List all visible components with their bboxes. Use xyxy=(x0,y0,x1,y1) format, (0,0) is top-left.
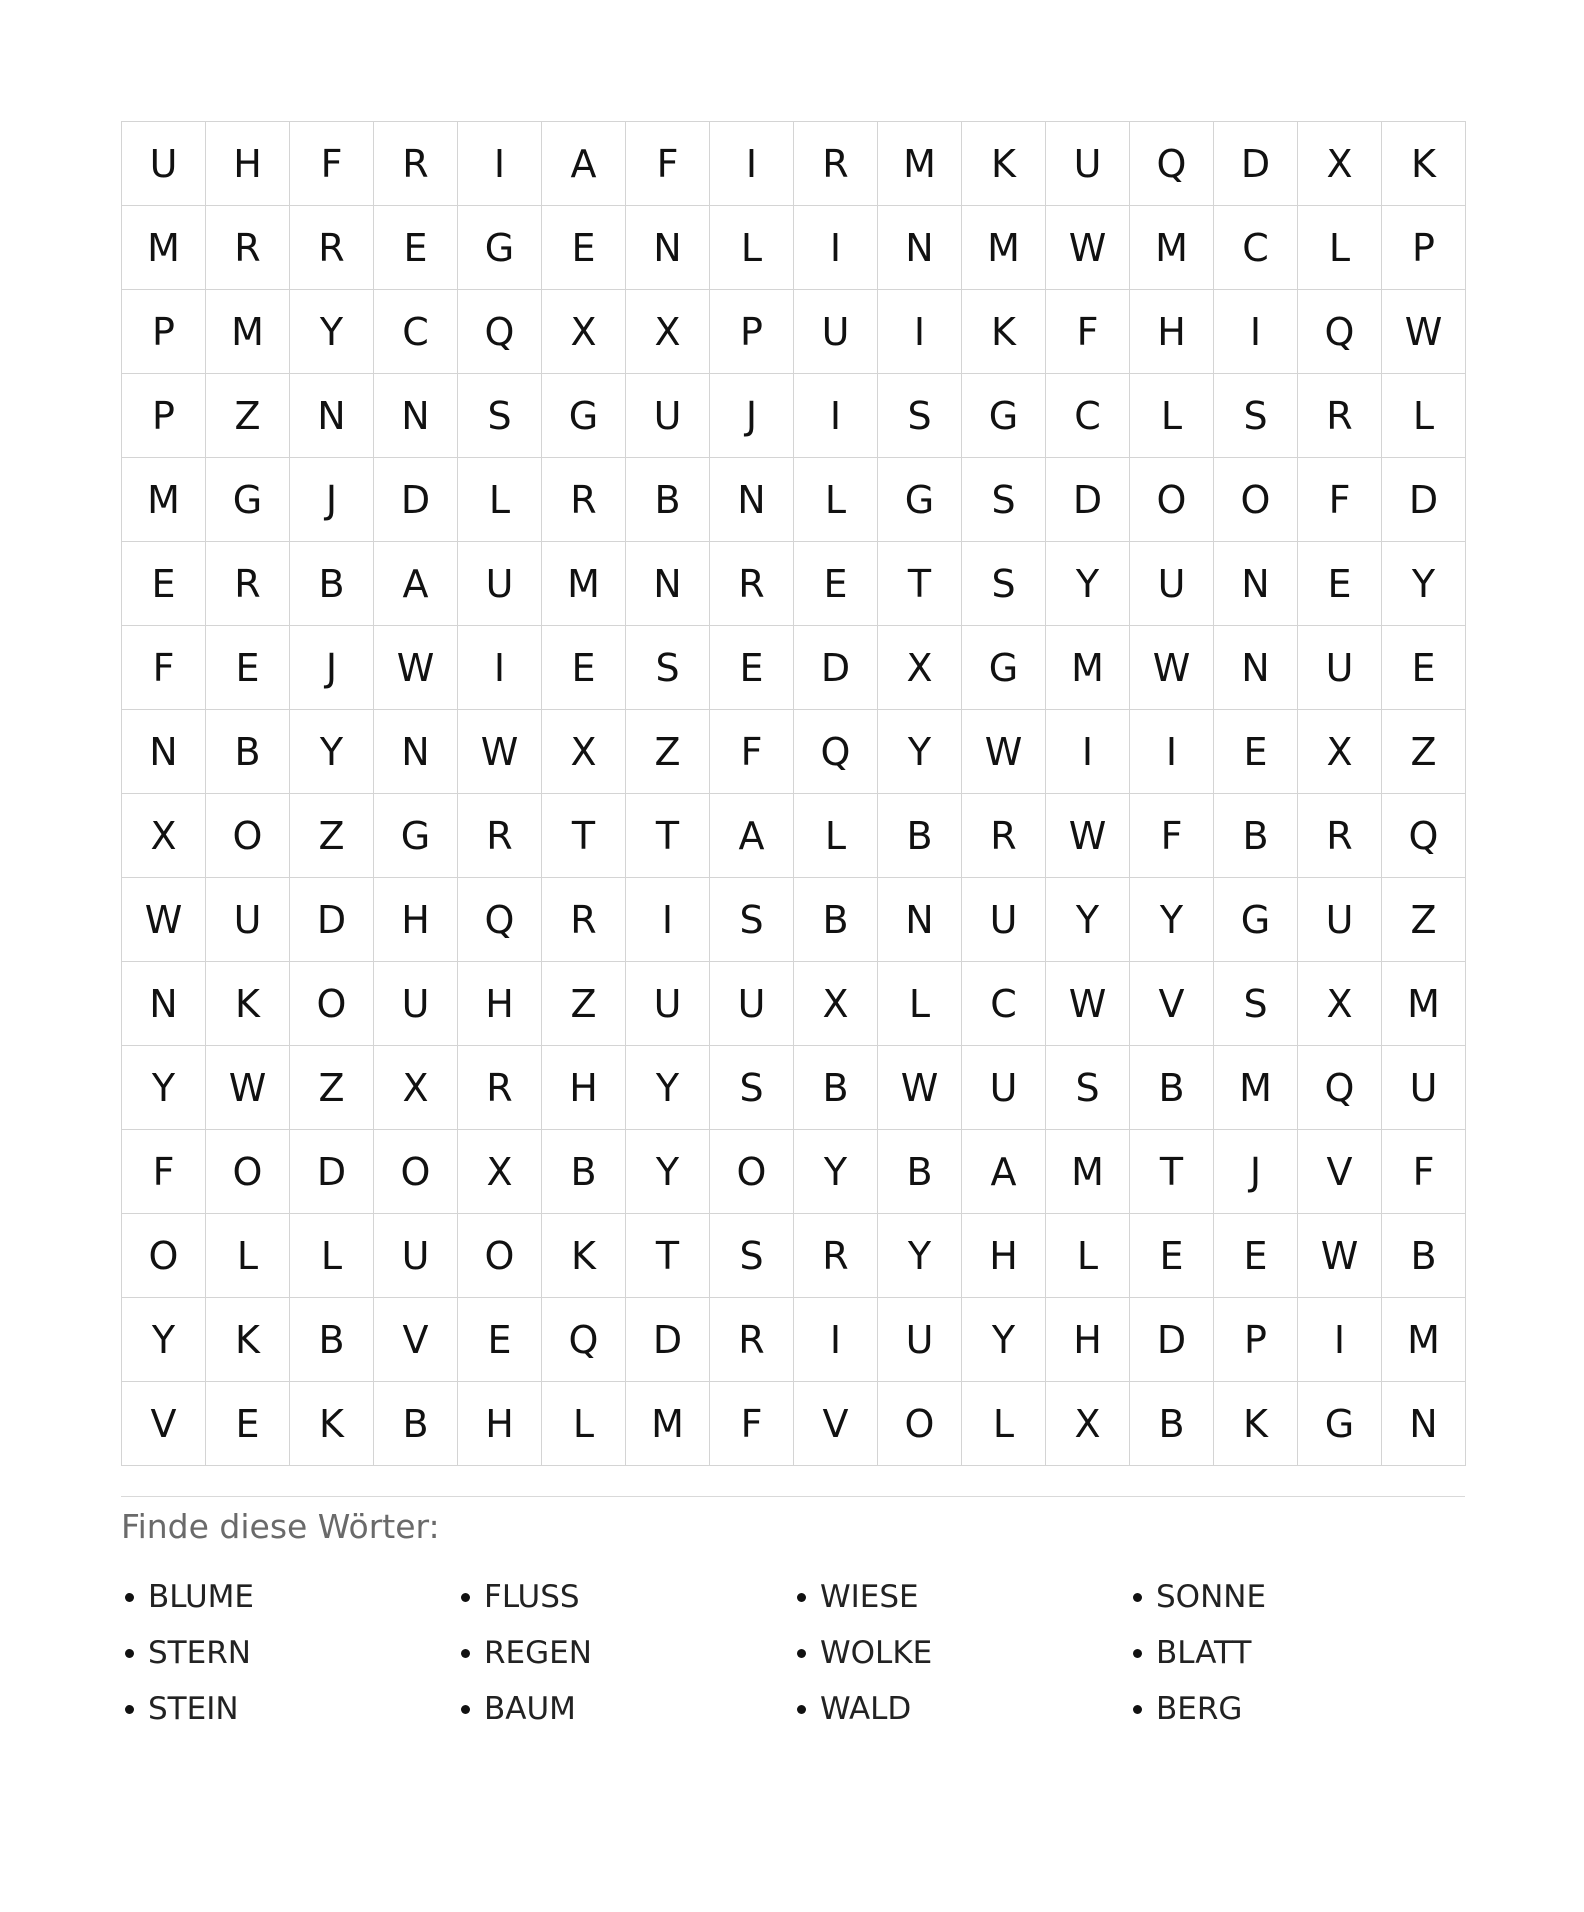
grid-cell[interactable]: B xyxy=(1382,1214,1466,1298)
grid-cell[interactable]: I xyxy=(626,878,710,962)
grid-cell[interactable]: F xyxy=(1046,290,1130,374)
grid-cell[interactable]: Z xyxy=(290,1046,374,1130)
grid-cell[interactable]: U xyxy=(1130,542,1214,626)
grid-cell[interactable]: O xyxy=(1130,458,1214,542)
grid-cell[interactable]: Y xyxy=(878,710,962,794)
divider xyxy=(121,1496,1465,1497)
grid-cell[interactable]: N xyxy=(626,542,710,626)
grid-cell[interactable]: A xyxy=(962,1130,1046,1214)
grid-cell[interactable]: M xyxy=(206,290,290,374)
word-list-item xyxy=(1129,1681,1465,1737)
word-label: BLUME xyxy=(148,1579,255,1615)
word-list-item xyxy=(457,1681,793,1737)
grid-cell[interactable]: C xyxy=(1046,374,1130,458)
grid-cell[interactable]: U xyxy=(962,1046,1046,1130)
grid-cell[interactable]: R xyxy=(794,1214,878,1298)
grid-cell[interactable]: I xyxy=(1130,710,1214,794)
grid-cell[interactable]: L xyxy=(1046,1214,1130,1298)
grid-cell[interactable]: Q xyxy=(458,878,542,962)
grid-cell[interactable]: H xyxy=(962,1214,1046,1298)
grid-cell[interactable]: R xyxy=(542,878,626,962)
grid-cell[interactable]: K xyxy=(962,290,1046,374)
grid-cell[interactable]: W xyxy=(122,878,206,962)
grid-cell[interactable]: D xyxy=(794,626,878,710)
grid-cell[interactable]: E xyxy=(1298,542,1382,626)
grid-cell[interactable]: F xyxy=(1382,1130,1466,1214)
grid-cell[interactable]: W xyxy=(962,710,1046,794)
grid-cell[interactable]: Y xyxy=(1046,542,1130,626)
grid-cell[interactable]: Q xyxy=(794,710,878,794)
grid-cell[interactable]: I xyxy=(794,206,878,290)
word-search-puzzle xyxy=(121,121,1465,1737)
grid-cell[interactable]: L xyxy=(794,794,878,878)
grid-cell[interactable]: M xyxy=(1046,1130,1130,1214)
grid-cell[interactable]: M xyxy=(122,206,206,290)
grid-cell[interactable]: O xyxy=(206,1130,290,1214)
grid-cell[interactable]: J xyxy=(1214,1130,1298,1214)
grid-cell[interactable]: M xyxy=(962,206,1046,290)
grid-cell[interactable]: O xyxy=(1214,458,1298,542)
grid-cell[interactable]: S xyxy=(878,374,962,458)
grid-cell[interactable]: J xyxy=(290,458,374,542)
grid-cell[interactable]: H xyxy=(542,1046,626,1130)
grid-cell[interactable]: E xyxy=(458,1298,542,1382)
grid-cell[interactable]: G xyxy=(458,206,542,290)
grid-cell[interactable]: Z xyxy=(626,710,710,794)
grid-cell[interactable]: U xyxy=(374,1214,458,1298)
grid-cell[interactable]: H xyxy=(374,878,458,962)
grid-cell[interactable]: U xyxy=(626,962,710,1046)
grid-cell[interactable]: G xyxy=(962,374,1046,458)
grid-cell[interactable]: B xyxy=(794,1046,878,1130)
grid-cell[interactable]: U xyxy=(1382,1046,1466,1130)
grid-cell[interactable]: Q xyxy=(1298,290,1382,374)
grid-cell[interactable]: K xyxy=(1214,1382,1298,1466)
word-label: SONNE xyxy=(1156,1579,1267,1615)
grid-cell[interactable]: U xyxy=(458,542,542,626)
grid-cell[interactable]: E xyxy=(1130,1214,1214,1298)
grid-cell[interactable]: B xyxy=(374,1382,458,1466)
grid-cell[interactable]: Z xyxy=(1382,878,1466,962)
grid-cell[interactable]: U xyxy=(1298,878,1382,962)
grid-cell[interactable]: R xyxy=(1298,794,1382,878)
grid-cell[interactable]: F xyxy=(122,626,206,710)
grid-cell[interactable]: S xyxy=(1214,962,1298,1046)
grid-cell[interactable]: L xyxy=(1130,374,1214,458)
grid-cell[interactable]: G xyxy=(878,458,962,542)
grid-cell[interactable]: I xyxy=(458,626,542,710)
grid-cell[interactable]: I xyxy=(710,122,794,206)
grid-cell[interactable]: N xyxy=(878,878,962,962)
word-label: BERG xyxy=(1156,1691,1243,1727)
grid-cell[interactable]: E xyxy=(1214,710,1298,794)
word-label: WIESE xyxy=(820,1579,919,1615)
grid-cell[interactable]: V xyxy=(374,1298,458,1382)
grid-cell[interactable]: L xyxy=(1298,206,1382,290)
grid-cell[interactable]: N xyxy=(1214,626,1298,710)
grid-cell[interactable]: U xyxy=(710,962,794,1046)
grid-cell[interactable]: P xyxy=(710,290,794,374)
bullet-icon xyxy=(1133,1705,1142,1714)
grid-cell[interactable]: W xyxy=(1130,626,1214,710)
grid-cell[interactable]: Y xyxy=(1382,542,1466,626)
grid-cell[interactable]: Y xyxy=(626,1046,710,1130)
grid-cell[interactable]: N xyxy=(878,206,962,290)
grid-cell[interactable]: K xyxy=(206,962,290,1046)
grid-cell[interactable]: Y xyxy=(794,1130,878,1214)
grid-cell[interactable]: O xyxy=(710,1130,794,1214)
grid-cell[interactable]: Y xyxy=(290,290,374,374)
grid-cell[interactable]: Y xyxy=(122,1298,206,1382)
grid-cell[interactable]: H xyxy=(1130,290,1214,374)
grid-cell[interactable]: L xyxy=(290,1214,374,1298)
grid-cell[interactable]: N xyxy=(374,374,458,458)
grid-cell[interactable]: N xyxy=(626,206,710,290)
grid-cell[interactable]: X xyxy=(1046,1382,1130,1466)
grid-cell[interactable]: I xyxy=(458,122,542,206)
grid-cell[interactable]: X xyxy=(878,626,962,710)
grid-cell[interactable]: U xyxy=(878,1298,962,1382)
grid-cell[interactable]: M xyxy=(1130,206,1214,290)
grid-cell[interactable]: L xyxy=(458,458,542,542)
grid-cell[interactable]: X xyxy=(626,290,710,374)
word-list-item xyxy=(121,1681,457,1737)
grid-cell[interactable]: Y xyxy=(878,1214,962,1298)
grid-cell[interactable]: M xyxy=(1382,962,1466,1046)
grid-cell[interactable]: H xyxy=(458,1382,542,1466)
grid-cell[interactable]: G xyxy=(1298,1382,1382,1466)
grid-cell[interactable]: M xyxy=(878,122,962,206)
grid-cell[interactable]: F xyxy=(710,1382,794,1466)
grid-cell[interactable]: B xyxy=(626,458,710,542)
grid-cell[interactable]: N xyxy=(122,962,206,1046)
grid-cell[interactable]: S xyxy=(962,542,1046,626)
grid-cell[interactable]: K xyxy=(542,1214,626,1298)
bullet-icon xyxy=(125,1705,134,1714)
grid-cell[interactable]: R xyxy=(458,1046,542,1130)
grid-cell[interactable]: B xyxy=(878,1130,962,1214)
grid-cell[interactable]: K xyxy=(1382,122,1466,206)
grid-cell[interactable]: Y xyxy=(962,1298,1046,1382)
grid-cell[interactable]: Z xyxy=(1382,710,1466,794)
grid-cell[interactable]: I xyxy=(1046,710,1130,794)
grid-cell[interactable]: X xyxy=(1298,122,1382,206)
grid-cell[interactable]: X xyxy=(374,1046,458,1130)
grid-cell[interactable]: R xyxy=(710,542,794,626)
word-list xyxy=(121,1569,1465,1737)
grid-cell[interactable]: R xyxy=(206,206,290,290)
grid-cell[interactable]: N xyxy=(122,710,206,794)
word-list-item xyxy=(793,1681,1129,1737)
grid-cell[interactable]: O xyxy=(458,1214,542,1298)
grid-cell[interactable]: X xyxy=(458,1130,542,1214)
grid-cell[interactable]: Y xyxy=(626,1130,710,1214)
word-list-item xyxy=(121,1625,457,1681)
grid-cell[interactable]: S xyxy=(1214,374,1298,458)
grid-cell[interactable]: T xyxy=(1130,1130,1214,1214)
grid-cell[interactable]: U xyxy=(206,878,290,962)
grid-cell[interactable]: X xyxy=(1298,710,1382,794)
bullet-icon xyxy=(1133,1649,1142,1658)
grid-cell[interactable]: C xyxy=(374,290,458,374)
grid-cell[interactable]: Q xyxy=(1130,122,1214,206)
grid-cell[interactable]: W xyxy=(1298,1214,1382,1298)
grid-cell[interactable]: Y xyxy=(122,1046,206,1130)
grid-cell[interactable]: W xyxy=(1046,206,1130,290)
grid-cell[interactable]: N xyxy=(290,374,374,458)
grid-cell[interactable]: T xyxy=(626,794,710,878)
grid-cell[interactable]: E xyxy=(542,206,626,290)
bullet-icon xyxy=(461,1705,470,1714)
grid-cell[interactable]: B xyxy=(290,1298,374,1382)
grid-cell[interactable]: P xyxy=(1214,1298,1298,1382)
grid-cell[interactable]: E xyxy=(1382,626,1466,710)
grid-cell[interactable]: L xyxy=(206,1214,290,1298)
grid-cell[interactable]: Z xyxy=(542,962,626,1046)
grid-cell[interactable]: G xyxy=(374,794,458,878)
grid-cell[interactable]: R xyxy=(1298,374,1382,458)
grid-cell[interactable]: I xyxy=(794,1298,878,1382)
grid-cell[interactable]: V xyxy=(794,1382,878,1466)
grid-cell[interactable]: M xyxy=(122,458,206,542)
grid-cell[interactable]: R xyxy=(794,122,878,206)
word-label: REGEN xyxy=(484,1635,592,1671)
grid-cell[interactable]: S xyxy=(962,458,1046,542)
grid-cell[interactable]: J xyxy=(290,626,374,710)
word-list-item xyxy=(121,1569,457,1625)
bullet-icon xyxy=(797,1705,806,1714)
grid-cell[interactable]: Q xyxy=(1382,794,1466,878)
grid-cell[interactable]: I xyxy=(878,290,962,374)
grid-cell[interactable]: U xyxy=(962,878,1046,962)
grid-cell[interactable]: B xyxy=(206,710,290,794)
grid-cell[interactable]: S xyxy=(710,1046,794,1130)
grid-cell[interactable]: D xyxy=(1130,1298,1214,1382)
grid-cell[interactable]: L xyxy=(1382,374,1466,458)
grid-cell[interactable]: C xyxy=(962,962,1046,1046)
bullet-icon xyxy=(461,1593,470,1602)
grid-cell[interactable]: R xyxy=(206,542,290,626)
grid-cell[interactable]: S xyxy=(458,374,542,458)
grid-cell[interactable]: S xyxy=(626,626,710,710)
grid-cell[interactable]: F xyxy=(1130,794,1214,878)
grid-cell[interactable]: Y xyxy=(1046,878,1130,962)
word-list-item xyxy=(1129,1625,1465,1681)
grid-cell[interactable]: A xyxy=(542,122,626,206)
grid-cell[interactable]: P xyxy=(1382,206,1466,290)
grid-cell[interactable]: U xyxy=(794,290,878,374)
grid-cell[interactable]: I xyxy=(1298,1298,1382,1382)
grid-cell[interactable]: F xyxy=(1298,458,1382,542)
grid-cell[interactable]: L xyxy=(962,1382,1046,1466)
grid-cell[interactable]: R xyxy=(374,122,458,206)
grid-cell[interactable]: W xyxy=(374,626,458,710)
grid-cell[interactable]: D xyxy=(290,878,374,962)
grid-cell[interactable]: W xyxy=(458,710,542,794)
word-label: FLUSS xyxy=(484,1579,580,1615)
grid-cell[interactable]: B xyxy=(542,1130,626,1214)
grid-cell[interactable]: Y xyxy=(1130,878,1214,962)
grid-cell[interactable]: Q xyxy=(458,290,542,374)
grid-cell[interactable]: H xyxy=(1046,1298,1130,1382)
grid-cell[interactable]: Z xyxy=(290,794,374,878)
word-label: WALD xyxy=(820,1691,912,1727)
grid-cell[interactable]: U xyxy=(626,374,710,458)
grid-cell[interactable]: U xyxy=(374,962,458,1046)
grid-cell[interactable]: O xyxy=(290,962,374,1046)
bullet-icon xyxy=(125,1593,134,1602)
grid-cell[interactable]: N xyxy=(710,458,794,542)
grid-cell[interactable]: D xyxy=(626,1298,710,1382)
grid-cell[interactable]: D xyxy=(1214,122,1298,206)
grid-cell[interactable]: K xyxy=(290,1382,374,1466)
bullet-icon xyxy=(1133,1593,1142,1602)
grid-cell[interactable]: D xyxy=(1046,458,1130,542)
grid-cell[interactable]: E xyxy=(794,542,878,626)
grid-cell[interactable]: V xyxy=(1298,1130,1382,1214)
word-list-item xyxy=(457,1569,793,1625)
grid-cell[interactable]: X xyxy=(542,290,626,374)
grid-cell[interactable]: A xyxy=(710,794,794,878)
word-list-item xyxy=(793,1569,1129,1625)
grid-cell[interactable]: H xyxy=(206,122,290,206)
grid-cell[interactable]: M xyxy=(626,1382,710,1466)
grid-cell[interactable]: N xyxy=(374,710,458,794)
word-label: STERN xyxy=(148,1635,251,1671)
grid-cell[interactable]: F xyxy=(626,122,710,206)
grid-cell[interactable]: O xyxy=(206,794,290,878)
grid-cell[interactable]: E xyxy=(1214,1214,1298,1298)
grid-cell[interactable]: B xyxy=(878,794,962,878)
grid-cell[interactable]: C xyxy=(1214,206,1298,290)
word-label: WOLKE xyxy=(820,1635,933,1671)
word-label: BAUM xyxy=(484,1691,576,1727)
grid-cell[interactable]: G xyxy=(542,374,626,458)
bullet-icon xyxy=(125,1649,134,1658)
grid-cell[interactable]: N xyxy=(1214,542,1298,626)
grid-cell[interactable]: W xyxy=(1046,794,1130,878)
grid-cell[interactable]: X xyxy=(122,794,206,878)
grid-cell[interactable]: O xyxy=(374,1130,458,1214)
grid-cell[interactable]: W xyxy=(878,1046,962,1130)
grid-cell[interactable]: G xyxy=(206,458,290,542)
grid-cell[interactable]: R xyxy=(290,206,374,290)
grid-cell[interactable]: G xyxy=(962,626,1046,710)
grid-cell[interactable]: W xyxy=(206,1046,290,1130)
grid-cell[interactable]: S xyxy=(710,878,794,962)
grid-cell[interactable]: V xyxy=(1130,962,1214,1046)
grid-cell[interactable]: Z xyxy=(206,374,290,458)
grid-cell[interactable]: D xyxy=(290,1130,374,1214)
word-list-item xyxy=(1129,1569,1465,1625)
grid-cell[interactable]: R xyxy=(542,458,626,542)
grid-cell[interactable]: N xyxy=(1382,1382,1466,1466)
grid-cell[interactable]: X xyxy=(794,962,878,1046)
word-label: BLATT xyxy=(1156,1635,1252,1671)
grid-cell[interactable]: T xyxy=(542,794,626,878)
grid-cell[interactable]: K xyxy=(206,1298,290,1382)
word-label: STEIN xyxy=(148,1691,239,1727)
grid-cell[interactable]: D xyxy=(374,458,458,542)
grid-cell[interactable]: Q xyxy=(1298,1046,1382,1130)
grid-cell[interactable]: M xyxy=(1214,1046,1298,1130)
grid-cell[interactable]: M xyxy=(1046,626,1130,710)
grid-cell[interactable]: E xyxy=(122,542,206,626)
bullet-icon xyxy=(461,1649,470,1658)
letter-grid xyxy=(121,121,1466,1466)
grid-cell[interactable]: F xyxy=(290,122,374,206)
grid-cell[interactable]: B xyxy=(290,542,374,626)
grid-cell[interactable]: R xyxy=(458,794,542,878)
grid-cell[interactable]: E xyxy=(206,1382,290,1466)
grid-cell[interactable]: Q xyxy=(542,1298,626,1382)
grid-cell[interactable]: L xyxy=(542,1382,626,1466)
grid-cell[interactable]: I xyxy=(1214,290,1298,374)
grid-cell[interactable]: Y xyxy=(290,710,374,794)
grid-cell[interactable]: F xyxy=(122,1130,206,1214)
grid-cell[interactable]: U xyxy=(122,122,206,206)
grid-cell[interactable]: A xyxy=(374,542,458,626)
grid-cell[interactable]: W xyxy=(1046,962,1130,1046)
grid-cell[interactable]: S xyxy=(1046,1046,1130,1130)
bullet-icon xyxy=(797,1649,806,1658)
grid-cell[interactable]: P xyxy=(122,374,206,458)
grid-cell[interactable]: X xyxy=(542,710,626,794)
grid-cell[interactable]: L xyxy=(794,458,878,542)
grid-cell[interactable]: S xyxy=(710,1214,794,1298)
grid-cell[interactable]: B xyxy=(1214,794,1298,878)
grid-cell[interactable]: T xyxy=(626,1214,710,1298)
grid-cell[interactable]: T xyxy=(878,542,962,626)
bullet-icon xyxy=(797,1593,806,1602)
grid-cell[interactable]: V xyxy=(122,1382,206,1466)
grid-cell[interactable]: U xyxy=(1298,626,1382,710)
grid-cell[interactable]: J xyxy=(710,374,794,458)
grid-cell[interactable]: B xyxy=(1130,1382,1214,1466)
grid-cell[interactable]: E xyxy=(206,626,290,710)
grid-cell[interactable]: O xyxy=(878,1382,962,1466)
grid-cell[interactable]: X xyxy=(1298,962,1382,1046)
grid-cell[interactable]: B xyxy=(794,878,878,962)
grid-cell[interactable]: B xyxy=(1130,1046,1214,1130)
grid-cell[interactable]: E xyxy=(542,626,626,710)
word-list-item xyxy=(793,1625,1129,1681)
grid-cell[interactable]: U xyxy=(1046,122,1130,206)
grid-cell[interactable]: H xyxy=(458,962,542,1046)
grid-cell[interactable]: M xyxy=(1382,1298,1466,1382)
grid-cell[interactable]: P xyxy=(122,290,206,374)
grid-cell[interactable]: R xyxy=(710,1298,794,1382)
grid-cell[interactable]: W xyxy=(1382,290,1466,374)
grid-cell[interactable]: L xyxy=(878,962,962,1046)
grid-cell[interactable]: E xyxy=(374,206,458,290)
grid-cell[interactable]: F xyxy=(710,710,794,794)
word-list-item xyxy=(457,1625,793,1681)
grid-cell[interactable]: R xyxy=(962,794,1046,878)
grid-cell[interactable]: I xyxy=(794,374,878,458)
grid-cell[interactable]: E xyxy=(710,626,794,710)
grid-cell[interactable]: G xyxy=(1214,878,1298,962)
grid-cell[interactable]: L xyxy=(710,206,794,290)
grid-cell[interactable]: D xyxy=(1382,458,1466,542)
instruction-text: Finde diese Wörter: xyxy=(121,1507,440,1546)
grid-cell[interactable]: M xyxy=(542,542,626,626)
grid-cell[interactable]: K xyxy=(962,122,1046,206)
grid-cell[interactable]: O xyxy=(122,1214,206,1298)
